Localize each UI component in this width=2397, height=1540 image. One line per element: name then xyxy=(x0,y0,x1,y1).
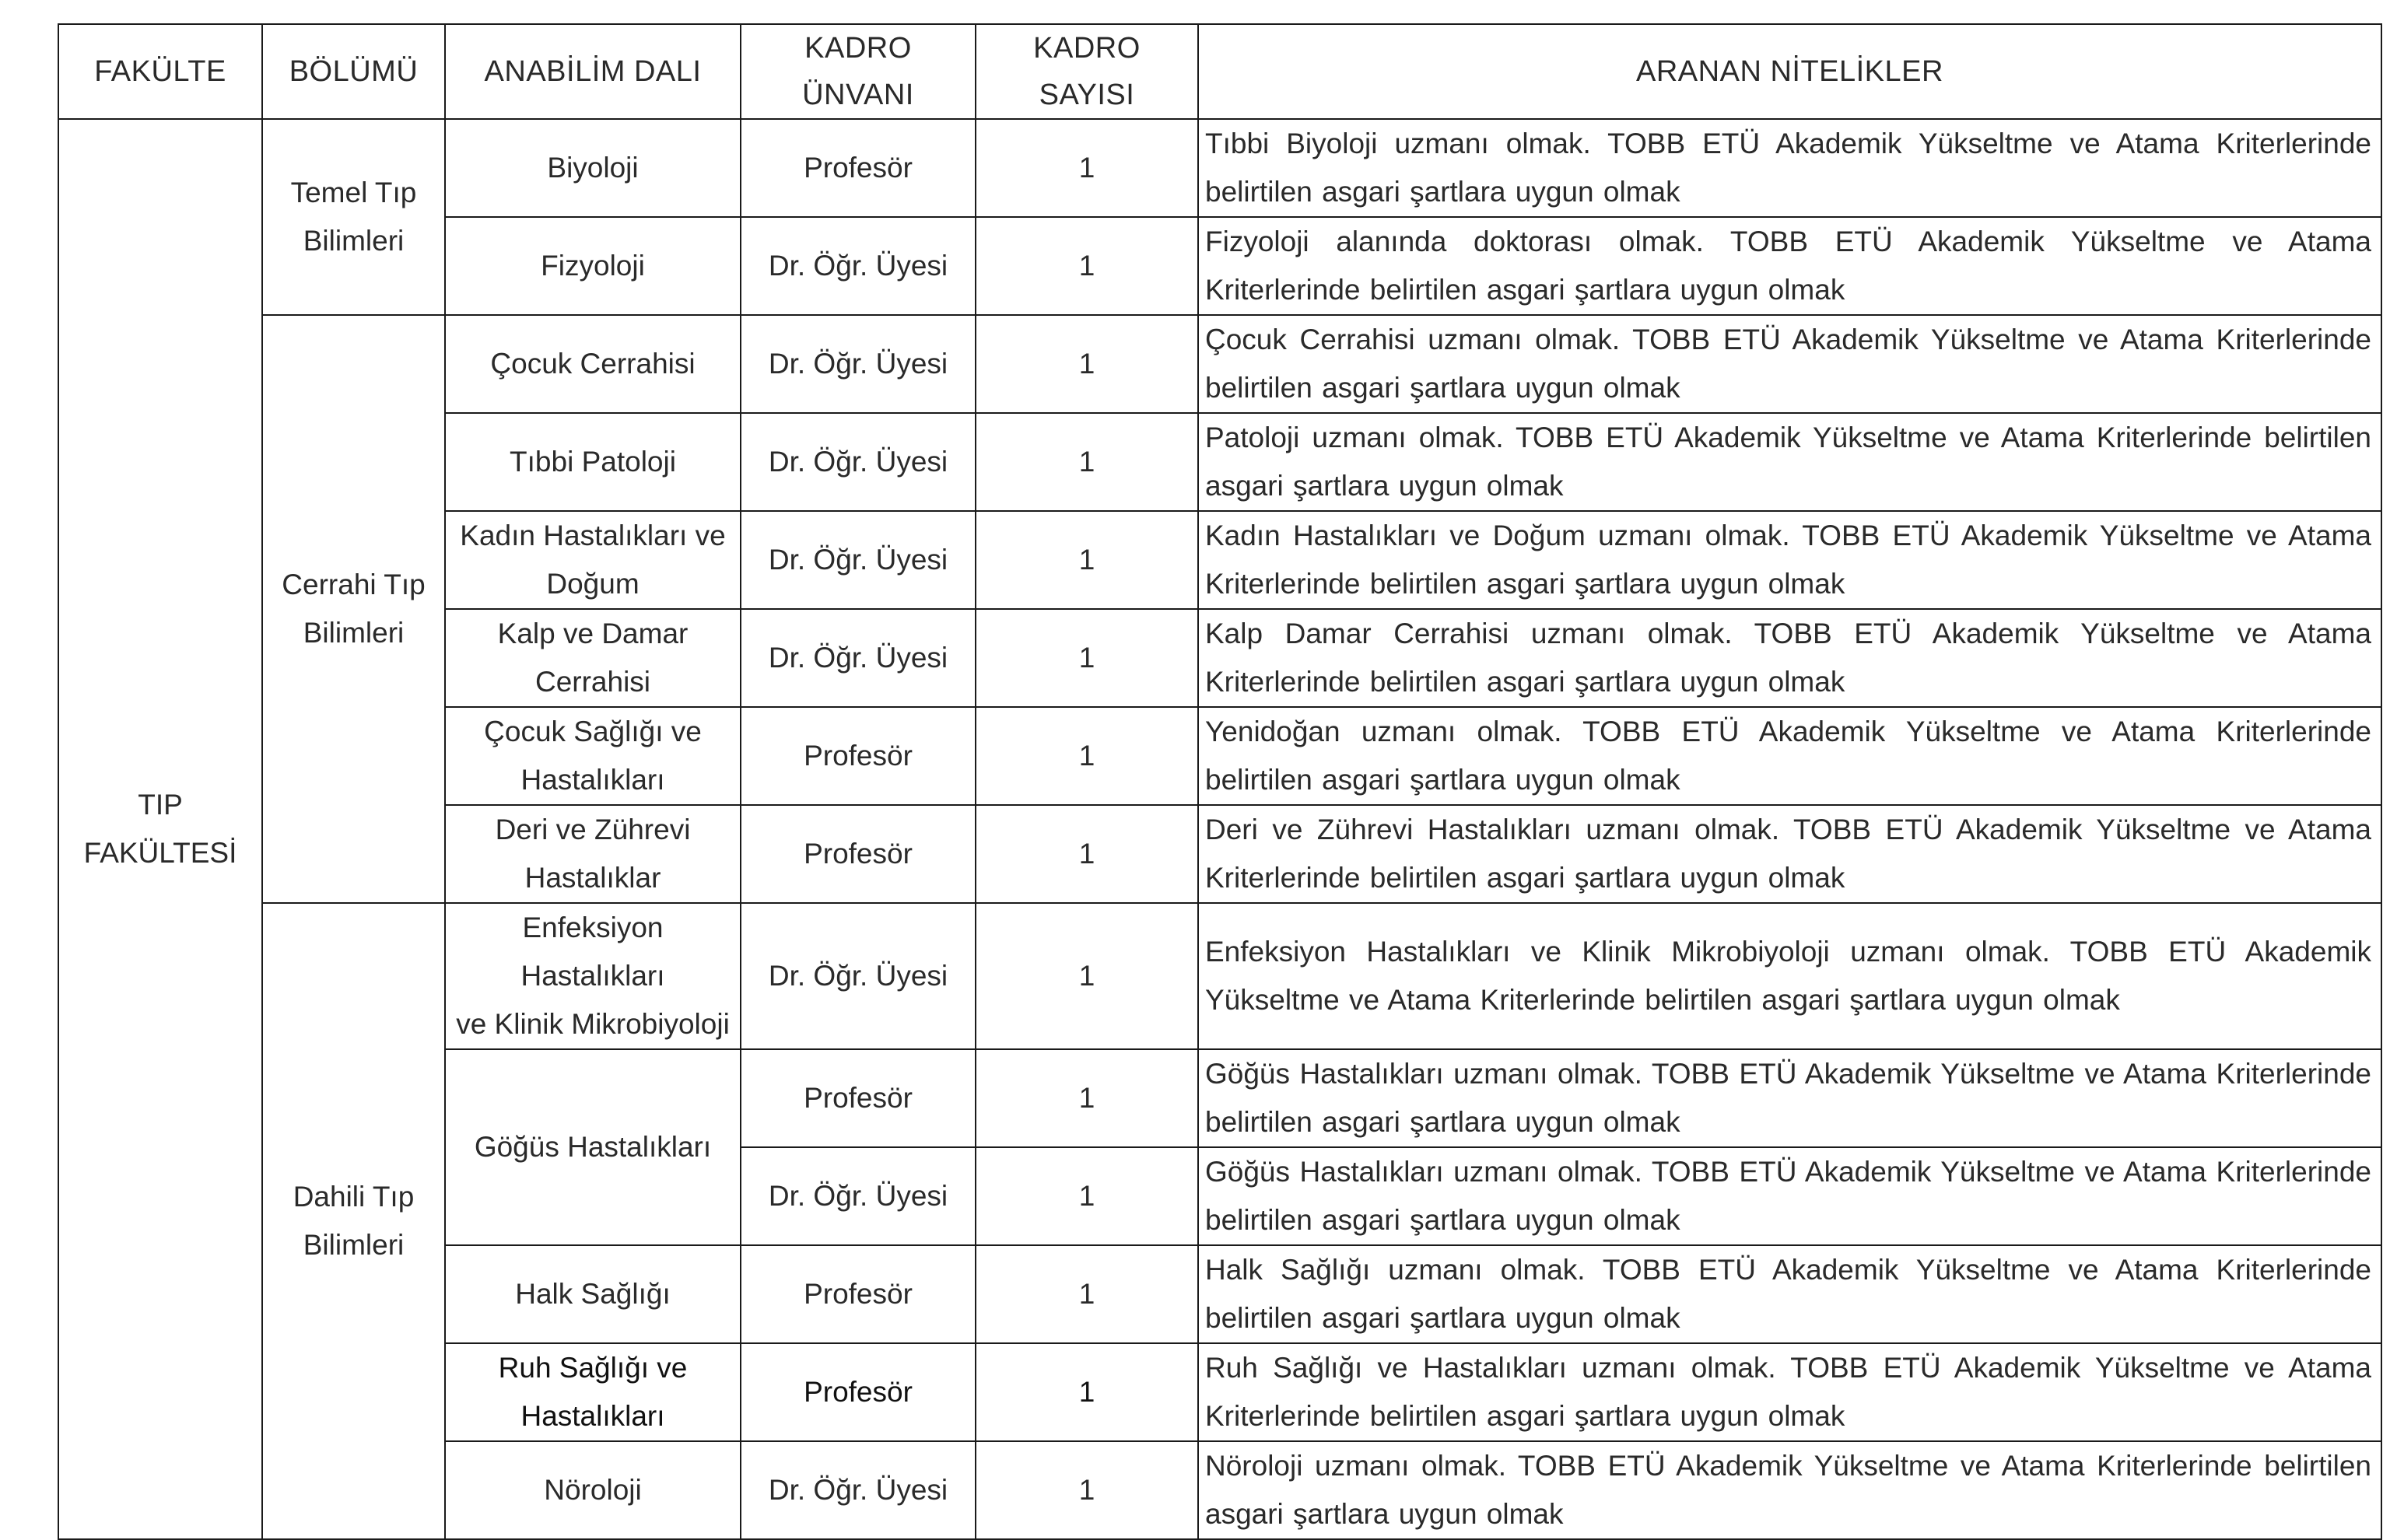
header-aranan-nitelikler: ARANAN NİTELİKLER xyxy=(1198,24,2381,119)
department-cerrahi-line-1: Cerrahi Tıp xyxy=(282,569,426,600)
sayi-cell: 1 xyxy=(976,217,1198,315)
anabilim-cell xyxy=(445,1441,741,1539)
anabilim-cell xyxy=(445,1343,741,1441)
department-cerrahi xyxy=(262,315,445,903)
anabilim-name-line-2: Hastalıklar xyxy=(524,862,661,894)
nitelik-cell: Fizyoloji alanında doktorası olmak. TOBB ETÜ Akademik Yükseltme ve Atama Kriterlerinde belirtilen asgari şartlara uygun olmak xyxy=(1198,217,2381,315)
table-header-row xyxy=(58,24,2381,119)
anabilim-cell xyxy=(445,609,741,707)
nitelik-cell: Göğüs Hastalıkları uzmanı olmak. TOBB ETÜ Akademik Yükseltme ve Atama Kriterlerinde belirtilen asgari şartlara uygun olmak xyxy=(1198,1147,2381,1245)
anabilim-name-line-2: Hastalıkları xyxy=(520,1400,665,1432)
sayi-cell: 1 xyxy=(976,1049,1198,1147)
header-anabilim-dali: ANABİLİM DALI xyxy=(445,24,741,119)
faculty-cell xyxy=(58,119,262,1539)
anabilim-cell xyxy=(445,1049,741,1245)
table-row xyxy=(58,315,2381,413)
anabilim-name: Halk Sağlığı xyxy=(515,1278,671,1310)
unvan-cell: Dr. Öğr. Üyesi xyxy=(741,511,976,609)
department-dahili-line-1: Dahili Tıp xyxy=(293,1181,415,1213)
sayi-cell: 1 xyxy=(976,1441,1198,1539)
header-kadro-unvani: KADRO ÜNVANI xyxy=(741,24,976,119)
nitelik-cell: Kalp Damar Cerrahisi uzmanı olmak. TOBB ETÜ Akademik Yükseltme ve Atama Kriterlerinde belirtilen asgari şartlara uygun olmak xyxy=(1198,609,2381,707)
nitelik-cell: Enfeksiyon Hastalıkları ve Klinik Mikrobiyoloji uzmanı olmak. TOBB ETÜ Akademik Yükseltme ve Atama Kriterlerinde belirtilen asgari şartlara uygun olmak xyxy=(1198,903,2381,1049)
sayi-cell: 1 xyxy=(976,1147,1198,1245)
anabilim-name: Nöroloji xyxy=(544,1474,642,1506)
nitelik-cell: Çocuk Cerrahisi uzmanı olmak. TOBB ETÜ Akademik Yükseltme ve Atama Kriterlerinde belirtilen asgari şartlara uygun olmak xyxy=(1198,315,2381,413)
unvan-cell: Profesör xyxy=(741,1343,976,1441)
anabilim-cell xyxy=(445,511,741,609)
anabilim-name-line-1: Kalp ve Damar xyxy=(497,618,689,649)
department-dahili xyxy=(262,903,445,1539)
anabilim-name-line-2: Cerrahisi xyxy=(534,666,651,698)
anabilim-name-line-1: Ruh Sağlığı ve xyxy=(498,1352,688,1384)
department-cerrahi-line-2: Bilimleri xyxy=(303,617,405,649)
nitelik-cell: Deri ve Zührevi Hastalıkları uzmanı olmak. TOBB ETÜ Akademik Yükseltme ve Atama Kriterlerinde belirtilen asgari şartlara uygun olmak xyxy=(1198,805,2381,903)
unvan-cell: Dr. Öğr. Üyesi xyxy=(741,413,976,511)
anabilim-name-line-2: ve Klinik Mikrobiyoloji xyxy=(456,1008,730,1040)
unvan-cell: Profesör xyxy=(741,707,976,805)
table-row xyxy=(58,903,2381,1049)
anabilim-name-line-1: Kadın Hastalıkları ve xyxy=(460,520,726,551)
unvan-cell: Dr. Öğr. Üyesi xyxy=(741,217,976,315)
sayi-cell: 1 xyxy=(976,1245,1198,1343)
anabilim-name: Biyoloji xyxy=(547,152,639,184)
unvan-cell: Dr. Öğr. Üyesi xyxy=(741,1441,976,1539)
unvan-cell: Profesör xyxy=(741,1245,976,1343)
nitelik-cell: Ruh Sağlığı ve Hastalıkları uzmanı olmak. TOBB ETÜ Akademik Yükseltme ve Atama Kriterlerinde belirtilen asgari şartlara uygun olmak xyxy=(1198,1343,2381,1441)
department-temel-line-2: Bilimleri xyxy=(303,225,405,257)
anabilim-cell xyxy=(445,315,741,413)
nitelik-cell: Nöroloji uzmanı olmak. TOBB ETÜ Akademik Yükseltme ve Atama Kriterlerinde belirtilen asgari şartlara uygun olmak xyxy=(1198,1441,2381,1539)
nitelik-cell: Yenidoğan uzmanı olmak. TOBB ETÜ Akademik Yükseltme ve Atama Kriterlerinde belirtilen asgari şartlara uygun olmak xyxy=(1198,707,2381,805)
header-fakulte: FAKÜLTE xyxy=(58,24,262,119)
anabilim-name-line-2: Doğum xyxy=(546,568,640,600)
kadro-table xyxy=(58,23,2382,1540)
faculty-line-2: FAKÜLTESİ xyxy=(83,837,237,869)
department-temel-line-1: Temel Tıp xyxy=(290,177,417,208)
unvan-cell: Dr. Öğr. Üyesi xyxy=(741,1147,976,1245)
anabilim-name-line-1: Deri ve Zührevi xyxy=(495,814,691,845)
faculty-line-1: TIP xyxy=(138,789,183,821)
nitelik-cell: Tıbbi Biyoloji uzmanı olmak. TOBB ETÜ Akademik Yükseltme ve Atama Kriterlerinde belirtilen asgari şartlara uygun olmak xyxy=(1198,119,2381,217)
nitelik-cell: Göğüs Hastalıkları uzmanı olmak. TOBB ETÜ Akademik Yükseltme ve Atama Kriterlerinde belirtilen asgari şartlara uygun olmak xyxy=(1198,1049,2381,1147)
sayi-cell: 1 xyxy=(976,609,1198,707)
anabilim-name-line-1: Çocuk Sağlığı ve xyxy=(484,716,702,747)
sayi-cell: 1 xyxy=(976,805,1198,903)
nitelik-cell: Patoloji uzmanı olmak. TOBB ETÜ Akademik Yükseltme ve Atama Kriterlerinde belirtilen asgari şartlara uygun olmak xyxy=(1198,413,2381,511)
sayi-cell: 1 xyxy=(976,903,1198,1049)
header-kadro-sayisi: KADRO SAYISI xyxy=(976,24,1198,119)
nitelik-cell: Kadın Hastalıkları ve Doğum uzmanı olmak. TOBB ETÜ Akademik Yükseltme ve Atama Kriterlerinde belirtilen asgari şartlara uygun olmak xyxy=(1198,511,2381,609)
unvan-cell: Profesör xyxy=(741,805,976,903)
table-row xyxy=(58,119,2381,217)
anabilim-cell xyxy=(445,217,741,315)
sayi-cell: 1 xyxy=(976,707,1198,805)
anabilim-cell xyxy=(445,805,741,903)
unvan-cell: Profesör xyxy=(741,1049,976,1147)
anabilim-name-line-1: Enfeksiyon Hastalıkları xyxy=(520,912,665,992)
header-bolumu: BÖLÜMÜ xyxy=(262,24,445,119)
sayi-cell: 1 xyxy=(976,315,1198,413)
sayi-cell: 1 xyxy=(976,511,1198,609)
anabilim-name: Tıbbi Patoloji xyxy=(510,446,676,478)
anabilim-cell xyxy=(445,119,741,217)
anabilim-name: Fizyoloji xyxy=(541,250,645,282)
unvan-cell: Dr. Öğr. Üyesi xyxy=(741,315,976,413)
anabilim-name: Göğüs Hastalıkları xyxy=(474,1131,712,1163)
unvan-cell: Dr. Öğr. Üyesi xyxy=(741,609,976,707)
unvan-cell: Profesör xyxy=(741,119,976,217)
nitelik-cell: Halk Sağlığı uzmanı olmak. TOBB ETÜ Akademik Yükseltme ve Atama Kriterlerinde belirtilen asgari şartlara uygun olmak xyxy=(1198,1245,2381,1343)
sayi-cell: 1 xyxy=(976,119,1198,217)
anabilim-cell xyxy=(445,1245,741,1343)
anabilim-cell xyxy=(445,707,741,805)
sayi-cell: 1 xyxy=(976,413,1198,511)
anabilim-name: Çocuk Cerrahisi xyxy=(490,348,696,380)
department-dahili-line-2: Bilimleri xyxy=(303,1229,405,1261)
unvan-cell: Dr. Öğr. Üyesi xyxy=(741,903,976,1049)
department-temel xyxy=(262,119,445,315)
anabilim-cell xyxy=(445,413,741,511)
anabilim-name-line-2: Hastalıkları xyxy=(520,764,665,796)
anabilim-cell xyxy=(445,903,741,1049)
sayi-cell: 1 xyxy=(976,1343,1198,1441)
